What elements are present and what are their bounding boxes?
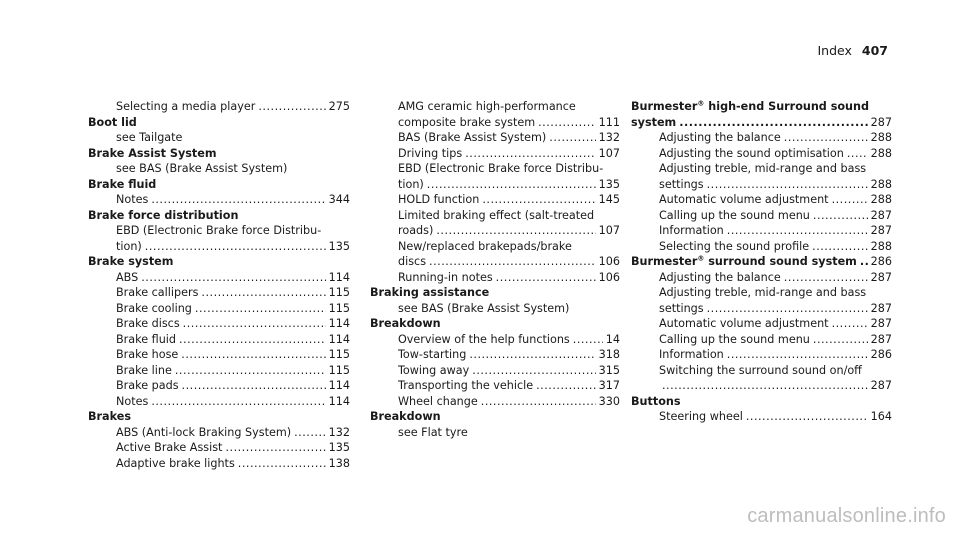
index-column-1 bbox=[88, 99, 350, 471]
entry-page: 135 bbox=[328, 441, 350, 454]
entry-page: 288 bbox=[870, 146, 892, 160]
entry-label: EBD (Electronic Brake force Distribu- bbox=[116, 224, 322, 237]
index-entry bbox=[370, 394, 620, 410]
index-text bbox=[631, 161, 892, 177]
index-entry bbox=[370, 130, 620, 146]
entry-page: 287 bbox=[870, 332, 892, 346]
page-number: 407 bbox=[861, 43, 888, 58]
entry-label: AMG ceramic high-performance bbox=[398, 100, 576, 113]
leader-dots bbox=[151, 192, 325, 208]
index-heading bbox=[88, 177, 350, 193]
entry-page: 288 bbox=[870, 131, 892, 144]
index-entry bbox=[370, 192, 620, 208]
index-text bbox=[370, 425, 620, 441]
index-text bbox=[370, 301, 620, 317]
index-entry bbox=[88, 99, 350, 115]
index-entry bbox=[88, 347, 350, 363]
leader-dots bbox=[181, 347, 325, 363]
entry-label: see Tailgate bbox=[116, 131, 183, 144]
index-entry bbox=[88, 239, 350, 255]
entry-label: Adjusting the sound optimisation bbox=[659, 146, 844, 160]
entry-page: 115 bbox=[328, 348, 350, 361]
entry-page: 115 bbox=[328, 363, 350, 377]
entry-label: Brake fluid bbox=[116, 332, 176, 346]
index-heading bbox=[88, 115, 350, 131]
heading-text: Burmester bbox=[631, 100, 698, 113]
index-text bbox=[88, 223, 350, 239]
index-heading bbox=[88, 208, 350, 224]
index-entry bbox=[88, 394, 350, 410]
entry-label: composite brake system bbox=[398, 115, 536, 129]
leader-dots bbox=[151, 394, 325, 410]
entry-label: tion) bbox=[398, 177, 424, 191]
index-text bbox=[370, 161, 620, 177]
leader-dots bbox=[429, 254, 596, 270]
index-heading bbox=[631, 254, 892, 270]
heading-label: Breakdown bbox=[370, 317, 441, 330]
index-entry bbox=[88, 332, 350, 348]
heading-label: Buttons bbox=[631, 394, 681, 408]
heading-label: Brake fluid bbox=[88, 177, 157, 191]
entry-page: 286 bbox=[870, 348, 892, 361]
leader-dots bbox=[536, 378, 596, 394]
entry-page: 14 bbox=[605, 332, 620, 346]
entry-label: ABS bbox=[116, 270, 139, 284]
heading-label bbox=[631, 99, 869, 115]
index-entry bbox=[631, 347, 892, 363]
index-entry bbox=[88, 378, 350, 394]
entry-label: BAS (Brake Assist System) bbox=[398, 131, 547, 144]
entry-label: ABS (Anti-lock Braking System) bbox=[116, 425, 292, 439]
entry-page: 135 bbox=[328, 239, 350, 253]
index-entry bbox=[370, 223, 620, 239]
leader-dots bbox=[465, 146, 595, 162]
heading-label bbox=[631, 254, 857, 270]
index-entry bbox=[370, 146, 620, 162]
leader-dots bbox=[145, 239, 326, 255]
leader-dots bbox=[812, 239, 868, 255]
entry-label: Limited braking effect (salt-treated bbox=[398, 208, 595, 222]
index-column-3 bbox=[631, 99, 892, 425]
leader-dots bbox=[496, 270, 596, 286]
index-entry bbox=[631, 378, 892, 394]
entry-label: Towing away bbox=[398, 363, 470, 377]
entry-label: Brake pads bbox=[116, 379, 179, 392]
entry-label: Brake callipers bbox=[116, 286, 199, 299]
index-entry bbox=[631, 332, 892, 348]
leader-dots bbox=[707, 177, 868, 193]
entry-label: Brake line bbox=[116, 363, 172, 377]
entry-label: Adaptive brake lights bbox=[116, 456, 235, 470]
leader-dots bbox=[436, 223, 595, 239]
index-text bbox=[631, 363, 892, 379]
leader-dots bbox=[182, 378, 326, 394]
index-entry bbox=[631, 270, 892, 286]
index-entry bbox=[88, 440, 350, 456]
index-text bbox=[370, 99, 620, 115]
heading-label: Brake system bbox=[88, 255, 174, 268]
index-entry bbox=[631, 192, 892, 208]
entry-page: 115 bbox=[328, 301, 350, 315]
heading-label: Brake force distribution bbox=[88, 208, 239, 222]
leader-dots bbox=[679, 115, 867, 131]
heading-label: system bbox=[631, 115, 677, 129]
entry-label: roads) bbox=[398, 224, 434, 237]
index-entry bbox=[631, 130, 892, 146]
leader-dots bbox=[482, 192, 595, 208]
entry-page: 287 bbox=[870, 115, 892, 129]
entry-label: Adjusting the balance bbox=[659, 270, 781, 284]
leader-dots bbox=[472, 363, 595, 379]
registered-mark: ® bbox=[697, 99, 705, 108]
leader-dots bbox=[141, 270, 325, 286]
leader-dots bbox=[179, 332, 326, 348]
entry-page: 132 bbox=[328, 425, 350, 439]
leader-dots bbox=[538, 115, 596, 131]
entry-page: 164 bbox=[870, 410, 892, 423]
index-entry bbox=[631, 316, 892, 332]
entry-label: see BAS (Brake Assist System) bbox=[116, 162, 288, 175]
entry-label: HOLD function bbox=[398, 193, 480, 206]
entry-label: Adjusting treble, mid-range and bass bbox=[659, 286, 867, 299]
entry-label: discs bbox=[398, 255, 427, 268]
entry-page: 111 bbox=[598, 115, 620, 129]
entry-page: 318 bbox=[598, 348, 620, 361]
entry-page: 114 bbox=[328, 317, 350, 330]
index-heading bbox=[370, 285, 620, 301]
entry-label: Wheel change bbox=[398, 394, 478, 408]
index-entry bbox=[631, 409, 892, 425]
index-text bbox=[88, 161, 350, 177]
heading-label: Breakdown bbox=[370, 410, 441, 423]
entry-label: tion) bbox=[116, 239, 142, 253]
watermark: carmanualsonline.info bbox=[747, 505, 946, 527]
leader-dots bbox=[727, 347, 868, 363]
entry-page: 287 bbox=[870, 379, 892, 392]
entry-label: New/replaced brakepads/brake bbox=[398, 239, 572, 253]
entry-page: 106 bbox=[598, 270, 620, 284]
entry-page: 315 bbox=[598, 363, 620, 377]
index-entry bbox=[370, 177, 620, 193]
entry-label: Adjusting treble, mid-range and bass bbox=[659, 162, 867, 175]
index-heading bbox=[88, 146, 350, 162]
entry-label: Transporting the vehicle bbox=[398, 379, 534, 392]
entry-label: settings bbox=[659, 301, 704, 315]
index-heading bbox=[631, 394, 892, 410]
entry-label: Overview of the help functions bbox=[398, 332, 570, 346]
entry-page: 107 bbox=[598, 146, 620, 160]
entry-page: 287 bbox=[870, 208, 892, 222]
index-entry bbox=[370, 115, 620, 131]
index-entry bbox=[88, 363, 350, 379]
leader-dots bbox=[258, 99, 325, 115]
leader-dots bbox=[860, 254, 868, 270]
leader-dots bbox=[832, 316, 868, 332]
heading-text: surround sound system bbox=[704, 255, 857, 268]
entry-label: Brake cooling bbox=[116, 301, 192, 315]
index-entry bbox=[631, 177, 892, 193]
leader-dots bbox=[813, 332, 868, 348]
leader-dots bbox=[195, 301, 326, 317]
leader-dots bbox=[847, 146, 868, 162]
leader-dots bbox=[832, 192, 868, 208]
entry-label: Information bbox=[659, 348, 724, 361]
index-heading-entry bbox=[631, 115, 892, 131]
entry-label: Active Brake Assist bbox=[116, 441, 223, 454]
leader-dots bbox=[469, 347, 595, 363]
index-heading bbox=[88, 409, 350, 425]
entry-page: 114 bbox=[328, 332, 350, 346]
page-header bbox=[817, 43, 888, 59]
index-entry bbox=[88, 270, 350, 286]
index-column-2 bbox=[370, 99, 620, 440]
leader-dots bbox=[183, 316, 326, 332]
entry-page: 288 bbox=[870, 193, 892, 206]
entry-page: 287 bbox=[870, 224, 892, 237]
entry-label: EBD (Electronic Brake force Distribu- bbox=[398, 162, 604, 175]
index-entry bbox=[88, 192, 350, 208]
entry-label: Brake hose bbox=[116, 348, 179, 361]
index-entry bbox=[88, 316, 350, 332]
index-text bbox=[631, 285, 892, 301]
leader-dots bbox=[175, 363, 326, 379]
leader-dots bbox=[573, 332, 603, 348]
leader-dots bbox=[549, 130, 595, 146]
index-text bbox=[370, 208, 620, 224]
entry-page: 288 bbox=[870, 239, 892, 253]
entry-label: Automatic volume adjustment bbox=[659, 193, 829, 206]
index-entry bbox=[631, 223, 892, 239]
leader-dots bbox=[813, 208, 868, 224]
entry-page: 107 bbox=[598, 224, 620, 237]
entry-page: 135 bbox=[598, 177, 620, 191]
entry-label: Selecting the sound profile bbox=[659, 239, 810, 253]
section-title: Index bbox=[817, 43, 852, 58]
index-entry bbox=[631, 208, 892, 224]
index-entry bbox=[370, 363, 620, 379]
index-entry bbox=[88, 285, 350, 301]
leader-dots bbox=[784, 130, 868, 146]
leader-dots bbox=[707, 301, 868, 317]
entry-page: 132 bbox=[598, 131, 620, 144]
leader-dots bbox=[784, 270, 868, 286]
heading-label: Braking assistance bbox=[370, 286, 490, 299]
heading-text: Burmester bbox=[631, 255, 698, 268]
entry-page: 344 bbox=[328, 193, 350, 206]
entry-label: Notes bbox=[116, 394, 149, 408]
entry-page: 287 bbox=[870, 301, 892, 315]
entry-label: Calling up the sound menu bbox=[659, 332, 810, 346]
index-entry bbox=[631, 239, 892, 255]
entry-page: 114 bbox=[328, 379, 350, 392]
index-entry bbox=[88, 456, 350, 472]
leader-dots bbox=[201, 285, 325, 301]
index-entry bbox=[88, 301, 350, 317]
entry-label: Adjusting the balance bbox=[659, 131, 781, 144]
entry-page: 317 bbox=[598, 379, 620, 392]
entry-label: Driving tips bbox=[398, 146, 463, 160]
leader-dots bbox=[662, 378, 868, 394]
entry-page: 288 bbox=[870, 177, 892, 191]
entry-label: Notes bbox=[116, 193, 149, 206]
index-heading bbox=[88, 254, 350, 270]
leader-dots bbox=[427, 177, 596, 193]
entry-label: Selecting a media player bbox=[116, 100, 256, 113]
index-entry bbox=[370, 332, 620, 348]
entry-label: Automatic volume adjustment bbox=[659, 317, 829, 330]
heading-label: Brake Assist System bbox=[88, 146, 217, 160]
entry-label: settings bbox=[659, 177, 704, 191]
index-entry bbox=[370, 270, 620, 286]
index-entry bbox=[370, 254, 620, 270]
index-entry bbox=[88, 425, 350, 441]
leader-dots bbox=[746, 409, 868, 425]
entry-page: 287 bbox=[870, 270, 892, 284]
registered-mark: ® bbox=[697, 254, 705, 263]
entry-label: Brake discs bbox=[116, 317, 180, 330]
entry-label: see BAS (Brake Assist System) bbox=[398, 301, 570, 315]
entry-page: 114 bbox=[328, 394, 350, 408]
entry-page: 145 bbox=[598, 193, 620, 206]
index-heading bbox=[631, 99, 892, 115]
leader-dots bbox=[727, 223, 868, 239]
entry-label: Tow-starting bbox=[398, 348, 467, 361]
index-entry bbox=[631, 301, 892, 317]
entry-page: 138 bbox=[328, 456, 350, 470]
index-entry bbox=[370, 378, 620, 394]
entry-label: Calling up the sound menu bbox=[659, 208, 810, 222]
entry-label: Information bbox=[659, 224, 724, 237]
entry-page: 330 bbox=[598, 394, 620, 408]
entry-page: 286 bbox=[870, 255, 892, 268]
entry-page: 275 bbox=[328, 100, 350, 113]
heading-label: Brakes bbox=[88, 410, 131, 423]
index-heading bbox=[370, 409, 620, 425]
leader-dots bbox=[294, 425, 326, 441]
index-text bbox=[370, 239, 620, 255]
entry-page: 115 bbox=[328, 286, 350, 299]
index-entry bbox=[631, 146, 892, 162]
entry-label: see Flat tyre bbox=[398, 425, 468, 439]
heading-label: Boot lid bbox=[88, 115, 137, 129]
index-entry bbox=[370, 347, 620, 363]
heading-text: high-end Surround sound bbox=[704, 100, 869, 113]
leader-dots bbox=[225, 440, 325, 456]
entry-label: Steering wheel bbox=[659, 410, 743, 423]
entry-page: 287 bbox=[870, 317, 892, 330]
entry-label: Running-in notes bbox=[398, 270, 493, 284]
index-text bbox=[88, 130, 350, 146]
entry-page: 114 bbox=[328, 270, 350, 284]
index-heading bbox=[370, 316, 620, 332]
leader-dots bbox=[238, 456, 326, 472]
entry-page: 106 bbox=[598, 255, 620, 268]
leader-dots bbox=[481, 394, 596, 410]
entry-label: Switching the surround sound on/off bbox=[659, 363, 862, 377]
